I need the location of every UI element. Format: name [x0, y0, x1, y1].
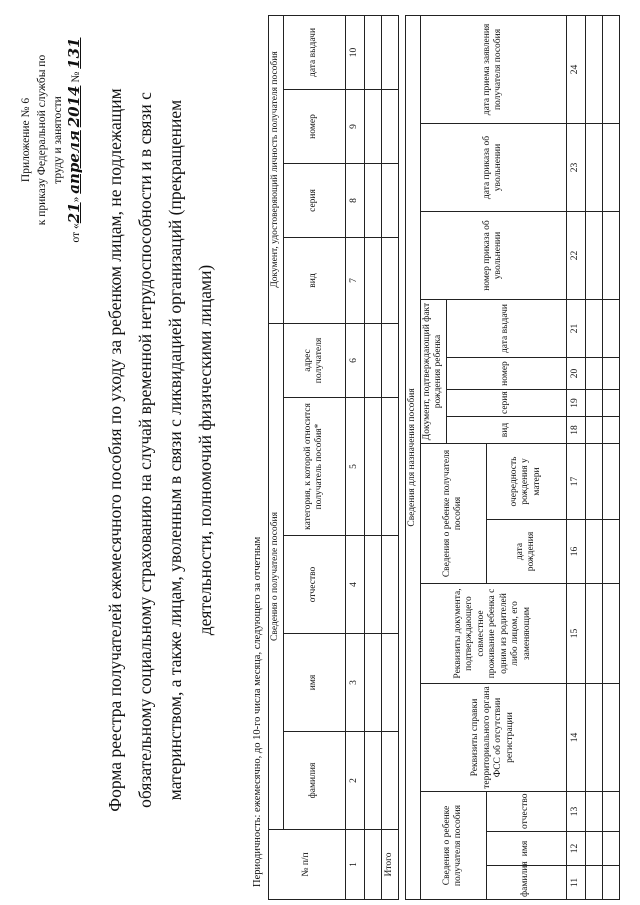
column-number: 13: [566, 792, 585, 832]
header-child-patronymic: отчество: [486, 792, 566, 832]
header-birth-document: Документ, подтверждающий факт рождения ребенка: [420, 300, 446, 444]
total-label: Итого: [381, 830, 398, 900]
appendix-line-1: Приложение № 6: [20, 97, 32, 183]
register-table-2: [405, 15, 620, 900]
header-doc-type: вид: [283, 237, 345, 323]
header-child-surname: фамилия: [486, 866, 566, 900]
register-table-1: [268, 15, 399, 900]
header-surname: фамилия: [283, 732, 345, 830]
header-cohabitation-document: Реквизиты документа, подтверждающего совместное проживание ребенка с одним из родителей либо лицом, его заменяющим: [420, 584, 566, 684]
column-number: 16: [566, 520, 585, 584]
header-number: № п/п: [269, 830, 346, 900]
column-number: 10: [345, 15, 364, 89]
header-patronymic: отчество: [283, 536, 345, 634]
column-number: 20: [566, 358, 585, 390]
header-doc-series: серия: [283, 163, 345, 237]
header-birth-doc-series: серия: [446, 390, 566, 417]
periodicity-note: Периодичность: ежемесячно, до 10-го числа месяца, следующего за отчетным: [252, 536, 263, 887]
column-number: 15: [566, 584, 585, 684]
appendix-line-3: труду и занятости: [52, 96, 64, 184]
table-row: [364, 15, 381, 899]
column-number: 22: [566, 212, 585, 300]
header-grounds: Сведения для назначения пособия: [406, 15, 421, 899]
column-number: 17: [566, 444, 585, 520]
header-recipient-info: Сведения о получателе пособия: [269, 323, 284, 829]
header-child-info: Сведения о ребенке получателя пособия: [420, 444, 486, 584]
order-number: 131: [65, 37, 83, 69]
appendix-block: [18, 15, 84, 265]
column-number: 23: [566, 124, 585, 212]
column-number: 14: [566, 684, 585, 792]
column-number: 11: [566, 866, 585, 900]
header-dismissal-order-date: дата приказа об увольнении: [420, 124, 566, 212]
column-number: 18: [566, 417, 585, 444]
column-number: 3: [345, 634, 364, 732]
header-name: имя: [283, 634, 345, 732]
header-birth-doc-issue-date: дата выдачи: [446, 300, 566, 358]
column-number: 7: [345, 237, 364, 323]
header-doc-number: номер: [283, 89, 345, 163]
header-identity-document: Документ, удостоверяющий личность получателя пособия: [269, 15, 284, 323]
date-month: апреля: [65, 130, 83, 194]
column-number: 5: [345, 398, 364, 536]
form-title: Форма реестра получателей ежемесячного пособия по уходу за ребенком лицам, не подлежащим обязательному социальному страхованию на случай временной нетрудоспособности и в связи с материнством, а также лицам, уволенным в связи с ликвидацией организаций (прекращением деятельности, полномочий физическими лицами): [105, 88, 215, 812]
appendix-line-2: к приказу Федеральной службы по: [36, 54, 48, 226]
column-number: 4: [345, 536, 364, 634]
header-birth-order: очередность рождения у матери: [486, 444, 566, 520]
column-number: 8: [345, 163, 364, 237]
header-child-name: имя: [486, 832, 566, 866]
table-row: [602, 15, 619, 899]
header-child-recipient: Сведения о ребенке получателя пособия: [420, 792, 486, 900]
column-number: 12: [566, 832, 585, 866]
header-category: категория, к которой относится получатель пособия*: [283, 398, 345, 536]
total-row: [381, 15, 398, 899]
column-number: 2: [345, 732, 364, 830]
header-fss-certificate: Реквизиты справки территориального органа ФСС об отсутствии регистрации: [420, 684, 566, 792]
appendix-date-line: от «21» апреля 2014 № 131: [65, 37, 83, 243]
column-number: 19: [566, 390, 585, 417]
column-number: 9: [345, 89, 364, 163]
column-number: 1: [345, 830, 364, 900]
header-child-birth-date: дата рождения: [486, 520, 566, 584]
header-address: адрес получателя: [283, 323, 345, 397]
header-dismissal-order-number: номер приказа об увольнении: [420, 212, 566, 300]
column-number: 24: [566, 15, 585, 123]
table-row: [585, 15, 602, 899]
header-application-date: дата приема заявления получателя пособия: [420, 15, 566, 123]
column-number: 21: [566, 300, 585, 358]
header-birth-doc-type: вид: [446, 417, 566, 444]
column-number: 6: [345, 323, 364, 397]
date-day: 21: [65, 202, 83, 224]
header-doc-issue-date: дата выдачи: [283, 15, 345, 89]
date-year: 2014: [65, 85, 83, 128]
header-birth-doc-number: номер: [446, 358, 566, 390]
